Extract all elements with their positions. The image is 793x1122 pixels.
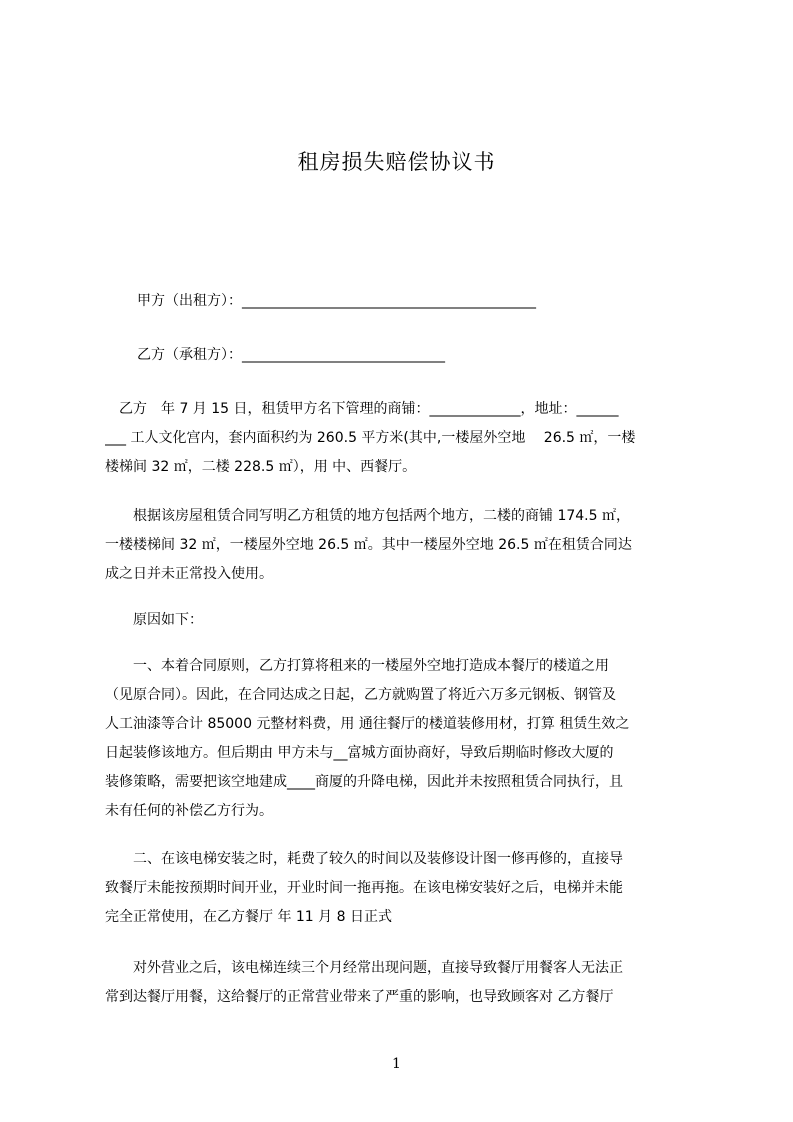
text-line: 完全正常使用，在乙方餐厅 年 11 月 8 日正式: [105, 909, 392, 925]
text-line: 一楼楼梯间 32 ㎡，一楼屋外空地 26.5 ㎡。其中一楼屋外空地 26.5 ㎡在租赁合同达: [105, 537, 632, 553]
text-line: 常到达餐厅用餐，这给餐厅的正常营业带来了严重的影响，也导致顾客对 乙方餐厅: [105, 989, 614, 1005]
text-line: （见原合同）。因此，在合同达成之日起，乙方就购置了将近六万多元钢板、钢管及: [105, 687, 616, 703]
text-line: ___ 工人文化宫内，套内面积约为 260.5 平方米(其中,一楼屋外空地 26.5 ㎡，一楼: [105, 430, 636, 446]
text-line: 一、本着合同原则，乙方打算将租来的一楼屋外空地打造成本餐厅的楼道之用: [105, 658, 609, 674]
party-a-field: 甲方（出租方）：__________________________________________: [137, 293, 536, 309]
text-line: 楼梯间 32 ㎡，二楼 228.5 ㎡），用 中、西餐厅。: [105, 459, 417, 475]
text-line: 对外营业之后，该电梯连续三个月经常出现问题，直接导致餐厅用餐客人无法正: [105, 960, 623, 976]
text-line: 二、在该电梯安装之时，耗费了较久的时间以及装修设计图一修再修的，直接导: [105, 851, 623, 867]
text-line: 未有任何的补偿乙方行为。: [105, 803, 273, 819]
party-b-field: 乙方（承租方）：_____________________________: [137, 347, 445, 363]
paragraph-lease-areas: [105, 502, 697, 589]
document-title: 租房损失赔偿协议书: [297, 150, 496, 174]
text-line: 原因如下：: [105, 612, 203, 628]
text-line: 成之日并未正常投入使用。: [105, 566, 273, 582]
text-line: 日起装修该地方。但后期由 甲方未与__富城方面协商好，导致后期临时修改大厦的: [105, 745, 614, 761]
paragraph-lease-info: [105, 395, 697, 482]
text-line: 人工油漆等合计 85000 元整材料费，用 通往餐厅的楼道装修用材，打算 租赁生效之: [105, 716, 630, 732]
paragraph-reason-one: [105, 652, 697, 826]
paragraph-reason-two: [105, 845, 697, 932]
paragraph-reasons-heading: [105, 606, 697, 635]
text-line: 装修策略，需要把该空地建成____商厦的升降电梯，因此并未按照租赁合同执行，且: [105, 774, 623, 790]
paragraph-elevator-issues: [105, 954, 697, 1012]
text-line: 致餐厅未能按预期时间开业，开业时间一拖再拖。在该电梯安装好之后，电梯并未能: [105, 880, 623, 896]
text-line: 根据该房屋租赁合同写明乙方租赁的地方包括两个地方，二楼的商铺 174.5 ㎡，: [105, 508, 630, 524]
page-number: 1: [392, 1056, 401, 1072]
text-line: 乙方 年 7 月 15 日，租赁甲方名下管理的商铺：_____________，地址：______: [105, 401, 619, 417]
